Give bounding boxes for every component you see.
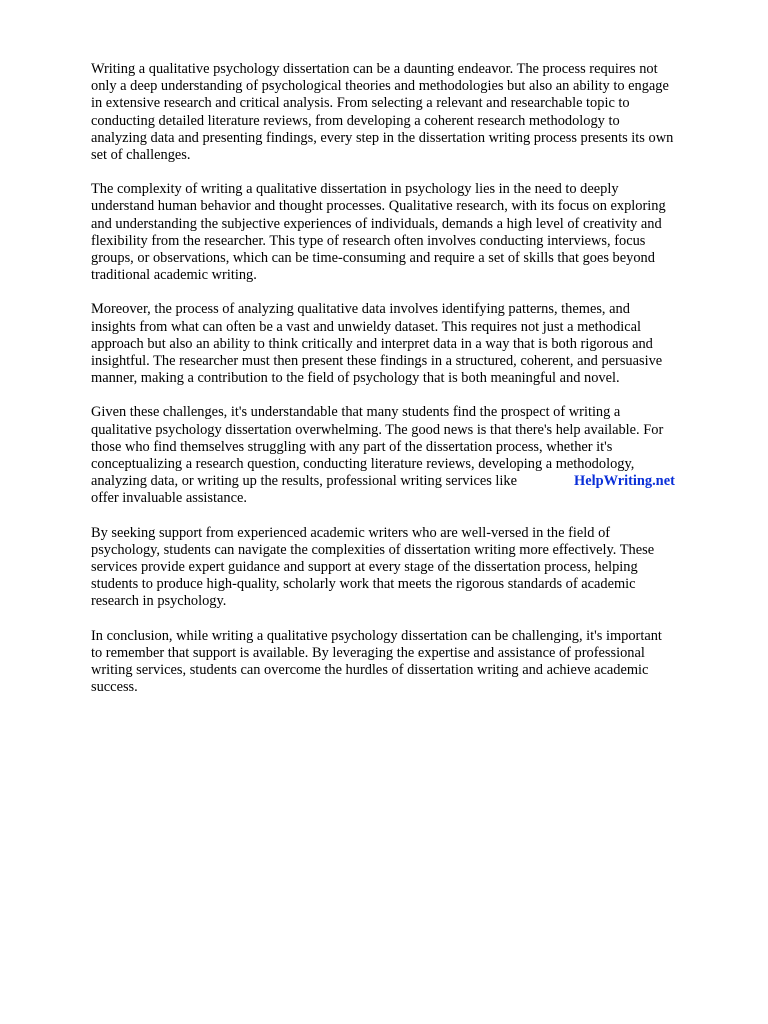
text-line: analyzing data and presenting findings, every step in the dissertation writing process presents its own <box>91 129 674 146</box>
text-line: in extensive research and critical analysis. From selecting a relevant and researchable topic to <box>91 95 630 112</box>
text-line: The complexity of writing a qualitative dissertation in psychology lies in the need to deeply <box>91 181 619 198</box>
text-line: services provide expert guidance and support at every stage of the dissertation process, helping <box>91 559 638 576</box>
text-line: insightful. The researcher must then present these findings in a structured, coherent, and persuasive <box>91 353 663 370</box>
paragraph-conclusion <box>91 628 731 697</box>
text-line: analyzing data, or writing up the results, professional writing services like <box>91 473 518 490</box>
text-line: qualitative psychology dissertation overwhelming. The good news is that there's help available. For <box>91 421 664 438</box>
paragraph-analysis <box>91 301 731 387</box>
text-line: traditional academic writing. <box>91 267 257 284</box>
text-line: understand human behavior and thought processes. Qualitative research, with its focus on exploring <box>91 198 666 215</box>
text-line: conducting detailed literature reviews, from developing a coherent research methodology to <box>91 112 620 129</box>
paragraph-intro <box>91 61 731 164</box>
paragraph-help <box>91 404 731 507</box>
text-line: only a deep understanding of psychological theories and methodologies but also an ability to engage <box>91 78 669 95</box>
text-line: In conclusion, while writing a qualitative psychology dissertation can be challenging, it's important <box>91 627 662 644</box>
text-line: Writing a qualitative psychology dissertation can be a daunting endeavor. The process requires not <box>91 61 658 77</box>
helpwriting-link[interactable]: HelpWriting.net <box>574 473 675 490</box>
text-line: and understanding the subjective experiences of individuals, demands a high level of creativity and <box>91 215 662 232</box>
text-line: insights from what can often be a vast and unwieldy dataset. This requires not just a methodical <box>91 318 642 335</box>
text-line: approach but also an ability to think critically and interpret data in a way that is both rigorous and <box>91 335 653 352</box>
text-line: flexibility from the researcher. This type of research often involves conducting interviews, focus <box>91 232 646 249</box>
document-page <box>91 61 731 714</box>
text-line: students to produce high-quality, scholarly work that meets the rigorous standards of academic <box>91 576 636 593</box>
text-line: psychology, students can navigate the complexities of dissertation writing more effectively. These <box>91 541 655 558</box>
text-line: Given these challenges, it's understandable that many students find the prospect of writing a <box>91 404 621 421</box>
text-line: set of challenges. <box>91 147 191 164</box>
paragraph-support <box>91 525 731 611</box>
paragraph-complexity <box>91 181 731 284</box>
text-line: writing services, students can overcome the hurdles of dissertation writing and achieve academic <box>91 662 649 679</box>
text-line: research in psychology. <box>91 593 227 610</box>
text-line: to remember that support is available. By leveraging the expertise and assistance of professional <box>91 644 645 661</box>
text-line: those who find themselves struggling with any part of the dissertation process, whether it's <box>91 438 613 455</box>
text-line: Moreover, the process of analyzing qualitative data involves identifying patterns, themes, and <box>91 301 630 318</box>
text-line: success. <box>91 679 138 696</box>
text-line: By seeking support from experienced academic writers who are well-versed in the field of <box>91 524 611 541</box>
text-line: manner, making a contribution to the field of psychology that is both meaningful and novel. <box>91 370 620 387</box>
text-line: groups, or observations, which can be time-consuming and require a set of skills that goes beyond <box>91 250 655 267</box>
text-line: conceptualizing a research question, conducting literature reviews, developing a methodology, <box>91 456 635 473</box>
text-line: offer invaluable assistance. <box>91 490 247 507</box>
